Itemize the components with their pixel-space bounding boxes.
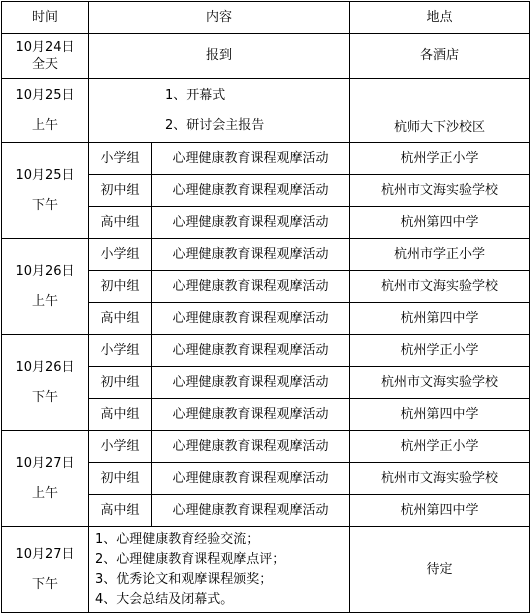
opening-items <box>89 79 350 143</box>
activity-label: 心理健康教育课程观摩活动 <box>152 463 350 495</box>
session-time <box>2 431 89 527</box>
activity-label: 心理健康教育课程观摩活动 <box>152 495 350 527</box>
session-row <box>2 143 530 175</box>
session-period: 下午 <box>31 389 58 405</box>
schedule-table <box>1 1 530 613</box>
opening-item: 1、开幕式 <box>165 87 226 103</box>
closing-item: 2、心理健康教育课程观摩点评； <box>95 551 286 567</box>
group-label: 小学组 <box>89 431 152 463</box>
group-label: 高中组 <box>89 207 152 239</box>
opening-date: 10月25日 <box>15 87 75 103</box>
session-time <box>2 143 89 239</box>
group-label: 小学组 <box>89 239 152 271</box>
closing-date: 10月27日 <box>15 546 75 562</box>
header-content: 内容 <box>89 2 350 34</box>
group-label: 高中组 <box>89 303 152 335</box>
session-period: 下午 <box>31 197 58 213</box>
opening-item: 2、研讨会主报告 <box>165 117 265 133</box>
closing-items <box>89 527 350 613</box>
session-date: 10月27日 <box>15 455 75 471</box>
header-location: 地点 <box>350 2 530 34</box>
venue-label: 杭州市文海实验学校 <box>350 463 530 495</box>
venue-label: 杭州学正小学 <box>350 143 530 175</box>
activity-label: 心理健康教育课程观摩活动 <box>152 175 350 207</box>
registration-content: 报到 <box>89 34 350 79</box>
closing-item: 3、优秀论文和观摩课程颁奖； <box>95 571 273 587</box>
group-label: 高中组 <box>89 399 152 431</box>
session-date: 10月26日 <box>15 359 75 375</box>
activity-label: 心理健康教育课程观摩活动 <box>152 399 350 431</box>
venue-label: 杭州第四中学 <box>350 207 530 239</box>
venue-label: 杭州学正小学 <box>350 431 530 463</box>
session-date: 10月25日 <box>15 167 75 183</box>
opening-location: 杭师大下沙校区 <box>350 79 530 143</box>
venue-label: 杭州第四中学 <box>350 303 530 335</box>
session-time <box>2 335 89 431</box>
group-label: 高中组 <box>89 495 152 527</box>
activity-label: 心理健康教育课程观摩活动 <box>152 207 350 239</box>
activity-label: 心理健康教育课程观摩活动 <box>152 271 350 303</box>
header-time: 时间 <box>2 2 89 34</box>
group-label: 初中组 <box>89 463 152 495</box>
venue-label: 杭州第四中学 <box>350 399 530 431</box>
closing-item: 4、大会总结及闭幕式。 <box>95 591 234 607</box>
group-label: 小学组 <box>89 143 152 175</box>
header-row <box>2 2 530 34</box>
activity-label: 心理健康教育课程观摩活动 <box>152 367 350 399</box>
session-period: 上午 <box>31 485 58 501</box>
group-label: 小学组 <box>89 335 152 367</box>
group-label: 初中组 <box>89 175 152 207</box>
venue-label: 杭州市文海实验学校 <box>350 175 530 207</box>
registration-location: 各酒店 <box>350 34 530 79</box>
opening-row <box>2 79 530 143</box>
venue-label: 杭州市文海实验学校 <box>350 271 530 303</box>
closing-period: 下午 <box>31 576 58 592</box>
venue-label: 杭州学正小学 <box>350 335 530 367</box>
opening-period: 上午 <box>31 117 58 133</box>
activity-label: 心理健康教育课程观摩活动 <box>152 335 350 367</box>
closing-time <box>2 527 89 613</box>
closing-location: 待定 <box>350 527 530 613</box>
activity-label: 心理健康教育课程观摩活动 <box>152 431 350 463</box>
session-row <box>2 431 530 463</box>
registration-period: 全天 <box>31 57 58 72</box>
registration-row <box>2 34 530 79</box>
venue-label: 杭州市文海实验学校 <box>350 367 530 399</box>
closing-row <box>2 527 530 613</box>
group-label: 初中组 <box>89 271 152 303</box>
session-period: 上午 <box>31 293 58 309</box>
registration-date: 10月24日 <box>15 40 75 55</box>
venue-label: 杭州第四中学 <box>350 495 530 527</box>
registration-time <box>2 34 89 79</box>
activity-label: 心理健康教育课程观摩活动 <box>152 143 350 175</box>
opening-time <box>2 79 89 143</box>
session-row <box>2 239 530 271</box>
session-time <box>2 239 89 335</box>
session-date: 10月26日 <box>15 263 75 279</box>
venue-label: 杭州市学正小学 <box>350 239 530 271</box>
closing-item: 1、心理健康教育经验交流； <box>95 531 260 547</box>
session-row <box>2 335 530 367</box>
activity-label: 心理健康教育课程观摩活动 <box>152 303 350 335</box>
activity-label: 心理健康教育课程观摩活动 <box>152 239 350 271</box>
group-label: 初中组 <box>89 367 152 399</box>
